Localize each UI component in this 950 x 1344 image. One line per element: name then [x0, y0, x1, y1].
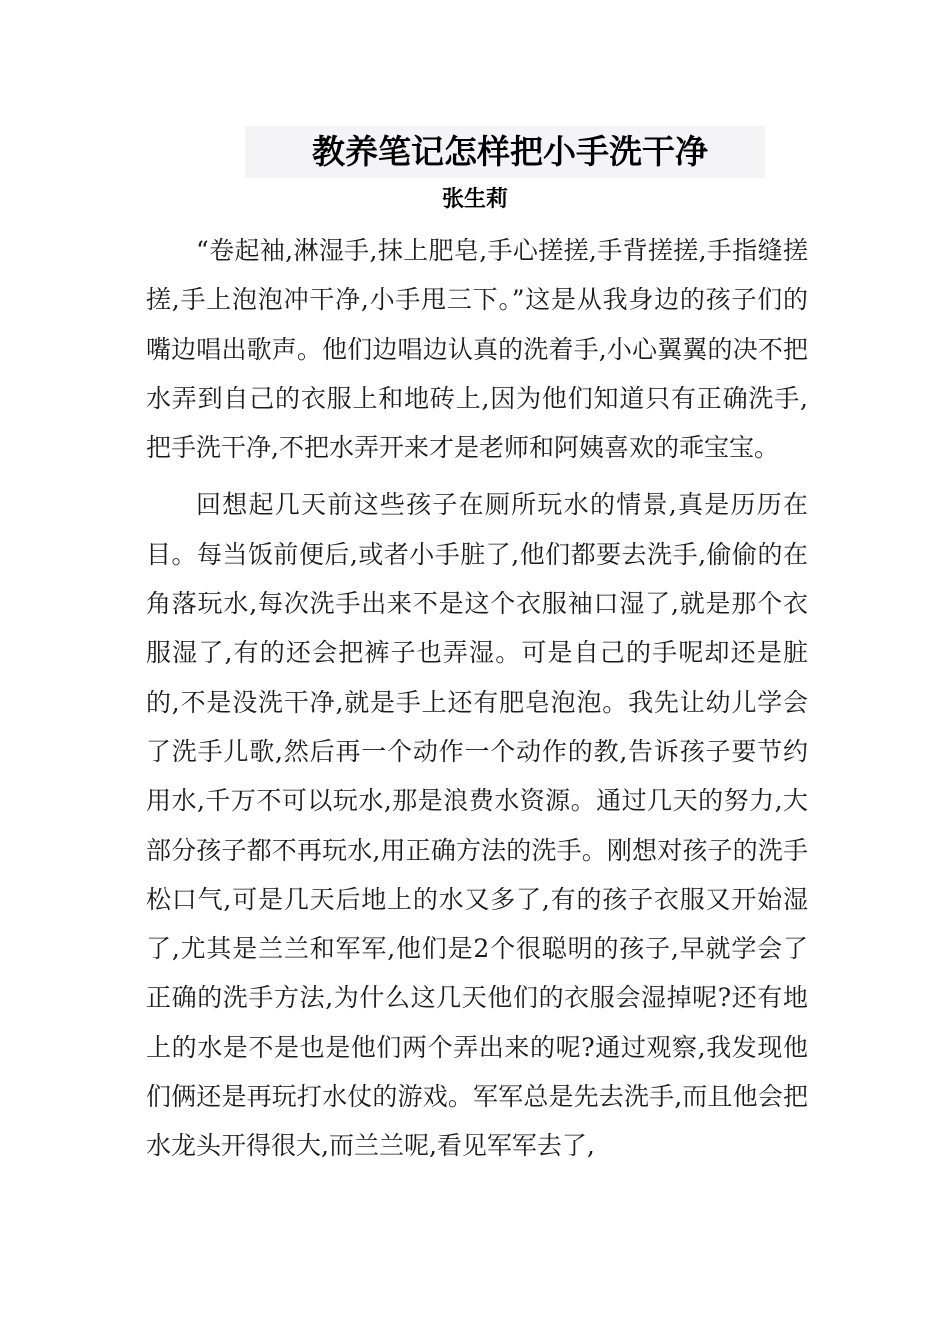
paragraph-2: 回想起几天前这些孩子在厕所玩水的情景,真是历历在目。每当饭前便后,或者小手脏了,他们都要去洗手,偷偷的在角落玩水,每次洗手出来不是这个衣服袖口湿了,就是那个衣服湿了,有的还会把裤子也弄湿。可是自己的手呢却还是脏的,不是没洗干净,就是手上还有肥皂泡泡。我先让幼儿学会了洗手儿歌,然后再一个动作一个动作的教,告诉孩子要节约用水,千万不可以玩水,那是浪费水资源。通过几天的努力,大部分孩子都不再玩水,用正确方法的洗手。刚想对孩子的洗手松口气,可是几天后地上的水又多了,有的孩子衣服又开始湿了,尤其是兰兰和军军,他们是2个很聪明的孩子,早就学会了正确的洗手方法,为什么这几天他们的衣服会湿掉呢?还有地上的水是不是也是他们两个弄出来的呢?通过观察,我发现他们俩还是再玩打水仗的游戏。军军总是先去洗手,而且他会把水龙头开得很大,而兰兰呢,看见军军去了, [146, 490, 808, 1161]
paragraph-1: “卷起袖,淋湿手,抹上肥皂,手心搓搓,手背搓搓,手指缝搓搓,手上泡泡冲干净,小手甩三下。”这是从我身边的孩子们的嘴边唱出歌声。他们边唱边认真的洗着手,小心翼翼的决不把水弄到自己的衣服上和地砖上,因为他们知道只有正确洗手,把手洗干净,不把水弄开来才是老师和阿姨喜欢的乖宝宝。 [146, 236, 808, 463]
document-body [146, 226, 808, 1171]
document-author: 张生莉 [441, 187, 508, 212]
document-title: 教养笔记怎样把小手洗干净 [245, 126, 765, 178]
